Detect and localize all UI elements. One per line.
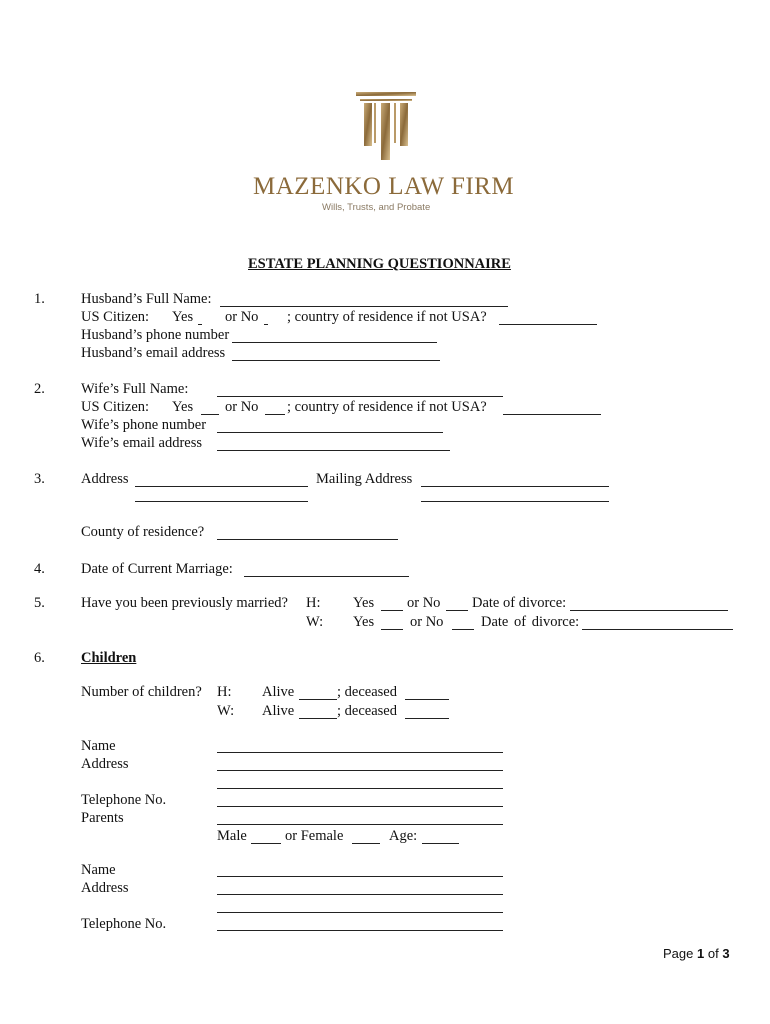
child1-address-label: Address: [81, 756, 129, 772]
mailing-address-field-line2[interactable]: [421, 501, 609, 502]
q6-w-alive-label: Alive: [262, 703, 295, 719]
child1-telephone-field[interactable]: [217, 806, 503, 807]
q3-number: 3.: [34, 471, 45, 487]
child1-parents-label: Parents: [81, 810, 124, 826]
w-children-alive-field[interactable]: [299, 718, 337, 719]
w-children-deceased-field[interactable]: [405, 718, 449, 719]
q4-marriage-label: Date of Current Marriage:: [81, 561, 233, 577]
q5-h-no-label: or No: [407, 595, 441, 611]
q1-no-label: or No: [225, 309, 259, 325]
w-prev-married-no-field[interactable]: [452, 629, 474, 630]
q6-w-label: W:: [217, 703, 235, 719]
q6-number: 6.: [34, 650, 45, 666]
h-prev-married-yes-field[interactable]: [381, 610, 403, 611]
child2-address-field-line2[interactable]: [217, 912, 503, 913]
q2-number: 2.: [34, 381, 45, 397]
child2-name-field[interactable]: [217, 876, 503, 877]
child1-telephone-label: Telephone No.: [81, 792, 167, 808]
q2-no-label: or No: [225, 399, 259, 415]
q2-phone-label: Wife’s phone number: [81, 417, 207, 433]
page-total: 3: [722, 946, 730, 961]
q5-w-no-label: or No: [410, 614, 444, 630]
q5-w-label: W:: [306, 614, 324, 630]
child1-address-field-line2[interactable]: [217, 788, 503, 789]
w-divorce-date-field[interactable]: [582, 629, 733, 630]
wife-email-field[interactable]: [217, 450, 450, 451]
mailing-address-field-line1[interactable]: [421, 486, 609, 487]
child1-age-label: Age:: [389, 828, 418, 844]
q3-mailing-label: Mailing Address: [316, 471, 413, 487]
q2-email-label: Wife’s email address: [81, 435, 203, 451]
w-prev-married-yes-field[interactable]: [381, 629, 403, 630]
q1-email-label: Husband’s email address: [81, 345, 226, 361]
h-children-alive-field[interactable]: [299, 699, 337, 700]
q4-number: 4.: [34, 561, 45, 577]
h-prev-married-no-field[interactable]: [446, 610, 468, 611]
child1-female-field[interactable]: [352, 843, 380, 844]
q2-yes-label: Yes: [172, 399, 194, 415]
husband-citizen-yes-field[interactable]: [198, 324, 202, 325]
child1-parents-field[interactable]: [217, 824, 503, 825]
child2-telephone-field[interactable]: [217, 930, 503, 931]
page-label: Page: [663, 946, 694, 961]
q3-address-label: Address: [81, 471, 129, 487]
q5-h-divorce-label: Date of divorce:: [472, 595, 567, 611]
q6-h-deceased-label: ; deceased: [337, 684, 397, 700]
q3-county-label: County of residence?: [81, 524, 205, 540]
q1-country-label: ; country of residence if not USA?: [287, 309, 487, 325]
husband-phone-field[interactable]: [232, 342, 437, 343]
child2-name-label: Name: [81, 862, 116, 878]
q5-h-yes-label: Yes: [353, 595, 375, 611]
q1-number: 1.: [34, 291, 45, 307]
form-title: ESTATE PLANNING QUESTIONNAIRE: [248, 256, 511, 272]
page-indicator: [663, 946, 730, 961]
q6-h-label: H:: [217, 684, 232, 700]
q6-h-alive-label: Alive: [262, 684, 295, 700]
q2-us-citizen-label: US Citizen:: [81, 399, 150, 415]
page-current: 1: [697, 946, 705, 961]
firm-name: MAZENKO LAW FIRM: [253, 173, 515, 200]
q5-number: 5.: [34, 595, 45, 611]
firm-tagline: Wills, Trusts, and Probate: [322, 202, 431, 213]
husband-country-field[interactable]: [499, 324, 597, 325]
q5-w-yes-label: Yes: [353, 614, 375, 630]
q6-w-deceased-label: ; deceased: [337, 703, 397, 719]
husband-email-field[interactable]: [232, 360, 440, 361]
child2-telephone-label: Telephone No.: [81, 916, 167, 932]
pillar-logo-icon: [354, 90, 418, 162]
q1-us-citizen-label: US Citizen:: [81, 309, 150, 325]
page-of: of: [707, 946, 719, 961]
child2-address-label: Address: [81, 880, 129, 896]
q5-h-label: H:: [306, 595, 321, 611]
child1-name-field[interactable]: [217, 752, 503, 753]
husband-name-field[interactable]: [220, 306, 508, 307]
q5-w-divorce-label: Date of divorce:: [481, 614, 580, 630]
q2-country-label: ; country of residence if not USA?: [287, 399, 487, 415]
child1-age-field[interactable]: [422, 843, 459, 844]
q1-husband-name-label: Husband’s Full Name:: [81, 291, 212, 307]
address-field-line1[interactable]: [135, 486, 308, 487]
q1-yes-label: Yes: [172, 309, 194, 325]
q6-children-heading: Children: [81, 650, 137, 666]
child1-female-label: or Female: [285, 828, 344, 844]
h-children-deceased-field[interactable]: [405, 699, 449, 700]
child1-male-label: Male: [217, 828, 247, 844]
wife-country-field[interactable]: [503, 414, 601, 415]
wife-phone-field[interactable]: [217, 432, 443, 433]
q6-number-children-label: Number of children?: [81, 684, 202, 700]
husband-citizen-no-field[interactable]: [264, 324, 268, 325]
child1-male-field[interactable]: [251, 843, 281, 844]
child1-name-label: Name: [81, 738, 116, 754]
marriage-date-field[interactable]: [244, 576, 409, 577]
h-divorce-date-field[interactable]: [570, 610, 728, 611]
q1-phone-label: Husband’s phone number: [81, 327, 230, 343]
wife-name-field[interactable]: [217, 396, 503, 397]
q2-wife-name-label: Wife’s Full Name:: [81, 381, 189, 397]
wife-citizen-yes-field[interactable]: [201, 414, 219, 415]
wife-citizen-no-field[interactable]: [265, 414, 285, 415]
county-field[interactable]: [217, 539, 398, 540]
address-field-line2[interactable]: [135, 501, 308, 502]
child1-address-field-line1[interactable]: [217, 770, 503, 771]
q5-previously-married-label: Have you been previously married?: [81, 595, 288, 611]
child2-address-field-line1[interactable]: [217, 894, 503, 895]
